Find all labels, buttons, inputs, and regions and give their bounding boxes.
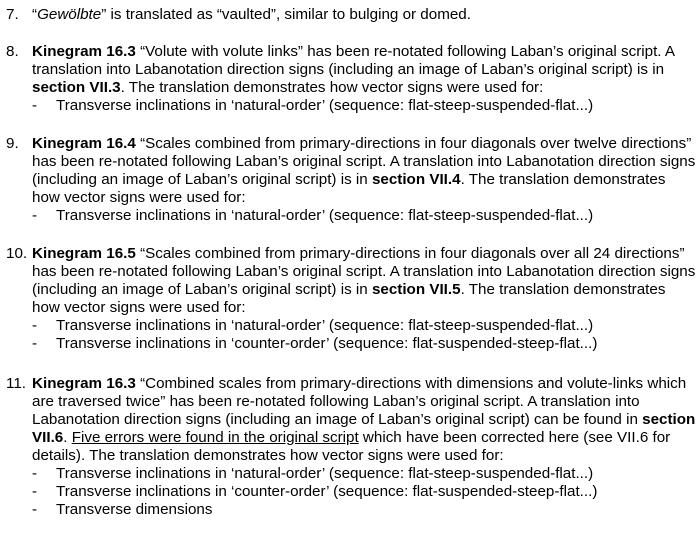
bullet-marker: - [32, 501, 38, 518]
note-number: 10. [6, 245, 28, 262]
note-text: . The translation demonstrates how vector signs were used for: [120, 79, 544, 96]
note-text: which have been corrected here (see VII.6 for details). The translation demonstrates how vector signs were used for: [32, 429, 671, 464]
list-item: - Transverse inclinations in ‘counter-order’ (sequence: flat-suspended-steep-flat...) [32, 335, 598, 352]
note-body [32, 43, 696, 115]
german-word: Gewölbte [37, 6, 102, 23]
note-text: “Combined scales from primary-directions with dimensions and volute-links which are traversed twice” has been re-notated following Laban’s original script. A translation into Labanotation direction signs (including an image of Laban’s original script) can be found in [32, 375, 687, 428]
list-item: - Transverse inclinations in ‘counter-order’ (sequence: flat-suspended-steep-flat...) [32, 483, 598, 500]
note-number: 8. [6, 43, 19, 60]
list-item: - Transverse dimensions [32, 501, 213, 518]
note-9 [6, 135, 696, 225]
note-text: “Volute with volute links” has been re-notated following Laban’s original script. A translation into Labanotation direction signs (including an image of Laban’s original script) is in [32, 43, 675, 78]
note-number: 9. [6, 135, 19, 152]
kinegram-ref: Kinegram 16.4 [32, 135, 136, 152]
bullet-list [32, 465, 696, 519]
note-number: 11. [6, 375, 26, 392]
note-7 [6, 6, 696, 24]
bullet-marker: - [32, 465, 38, 482]
list-item: - Transverse inclinations in ‘natural-order’ (sequence: flat-steep-suspended-flat...) [32, 465, 594, 482]
bullet-list [32, 97, 696, 115]
note-text: . [63, 429, 72, 446]
note-11 [6, 375, 696, 519]
errors-note: Five errors were found in the original script [71, 429, 359, 446]
section-ref: section VII.6 [32, 411, 696, 446]
list-item: - Transverse inclinations in ‘natural-order’ (sequence: flat-steep-suspended-flat...) [32, 207, 594, 224]
bullet-marker: - [32, 317, 38, 334]
list-item: - Transverse inclinations in ‘natural-order’ (sequence: flat-steep-suspended-flat...) [32, 317, 594, 334]
section-ref: section VII.4 [371, 171, 461, 188]
open-quote: “ [32, 6, 38, 23]
kinegram-ref: Kinegram 16.3 [32, 375, 136, 392]
bullet-marker: - [32, 97, 38, 114]
note-body [32, 375, 696, 519]
bullet-marker: - [32, 207, 38, 224]
section-ref: section VII.5 [371, 281, 461, 298]
note-text: ” is translated as “vaulted”, similar to bulging or domed. [101, 6, 471, 23]
kinegram-ref: Kinegram 16.3 [32, 43, 136, 60]
section-ref: section VII.3 [32, 79, 121, 96]
bullet-marker: - [32, 335, 38, 352]
kinegram-ref: Kinegram 16.5 [32, 245, 136, 262]
bullet-marker: - [32, 483, 38, 500]
note-text: “Scales combined from primary-directions in four diagonals over all 24 directions” has been re-notated following Laban’s original script. A translation into Labanotation direction signs (including an image of Laban’s original script) is in [32, 245, 696, 298]
note-body [32, 245, 696, 353]
note-10 [6, 245, 696, 353]
note-body [32, 135, 696, 225]
note-number: 7. [6, 6, 19, 23]
note-body [32, 6, 696, 24]
bullet-list [32, 207, 696, 225]
bullet-list [32, 317, 696, 353]
list-item: - Transverse inclinations in ‘natural-order’ (sequence: flat-steep-suspended-flat...) [32, 97, 594, 114]
note-text: “Scales combined from primary-directions in four diagonals over twelve directions” has been re-notated following Laban’s original script. A translation into Labanotation direction signs (including an image of Laban’s original script) is in [32, 135, 696, 188]
note-text: . The translation demonstrates how vector signs were used for: [32, 281, 666, 316]
note-8 [6, 43, 696, 115]
note-text: . The translation demonstrates how vector signs were used for: [32, 171, 666, 206]
